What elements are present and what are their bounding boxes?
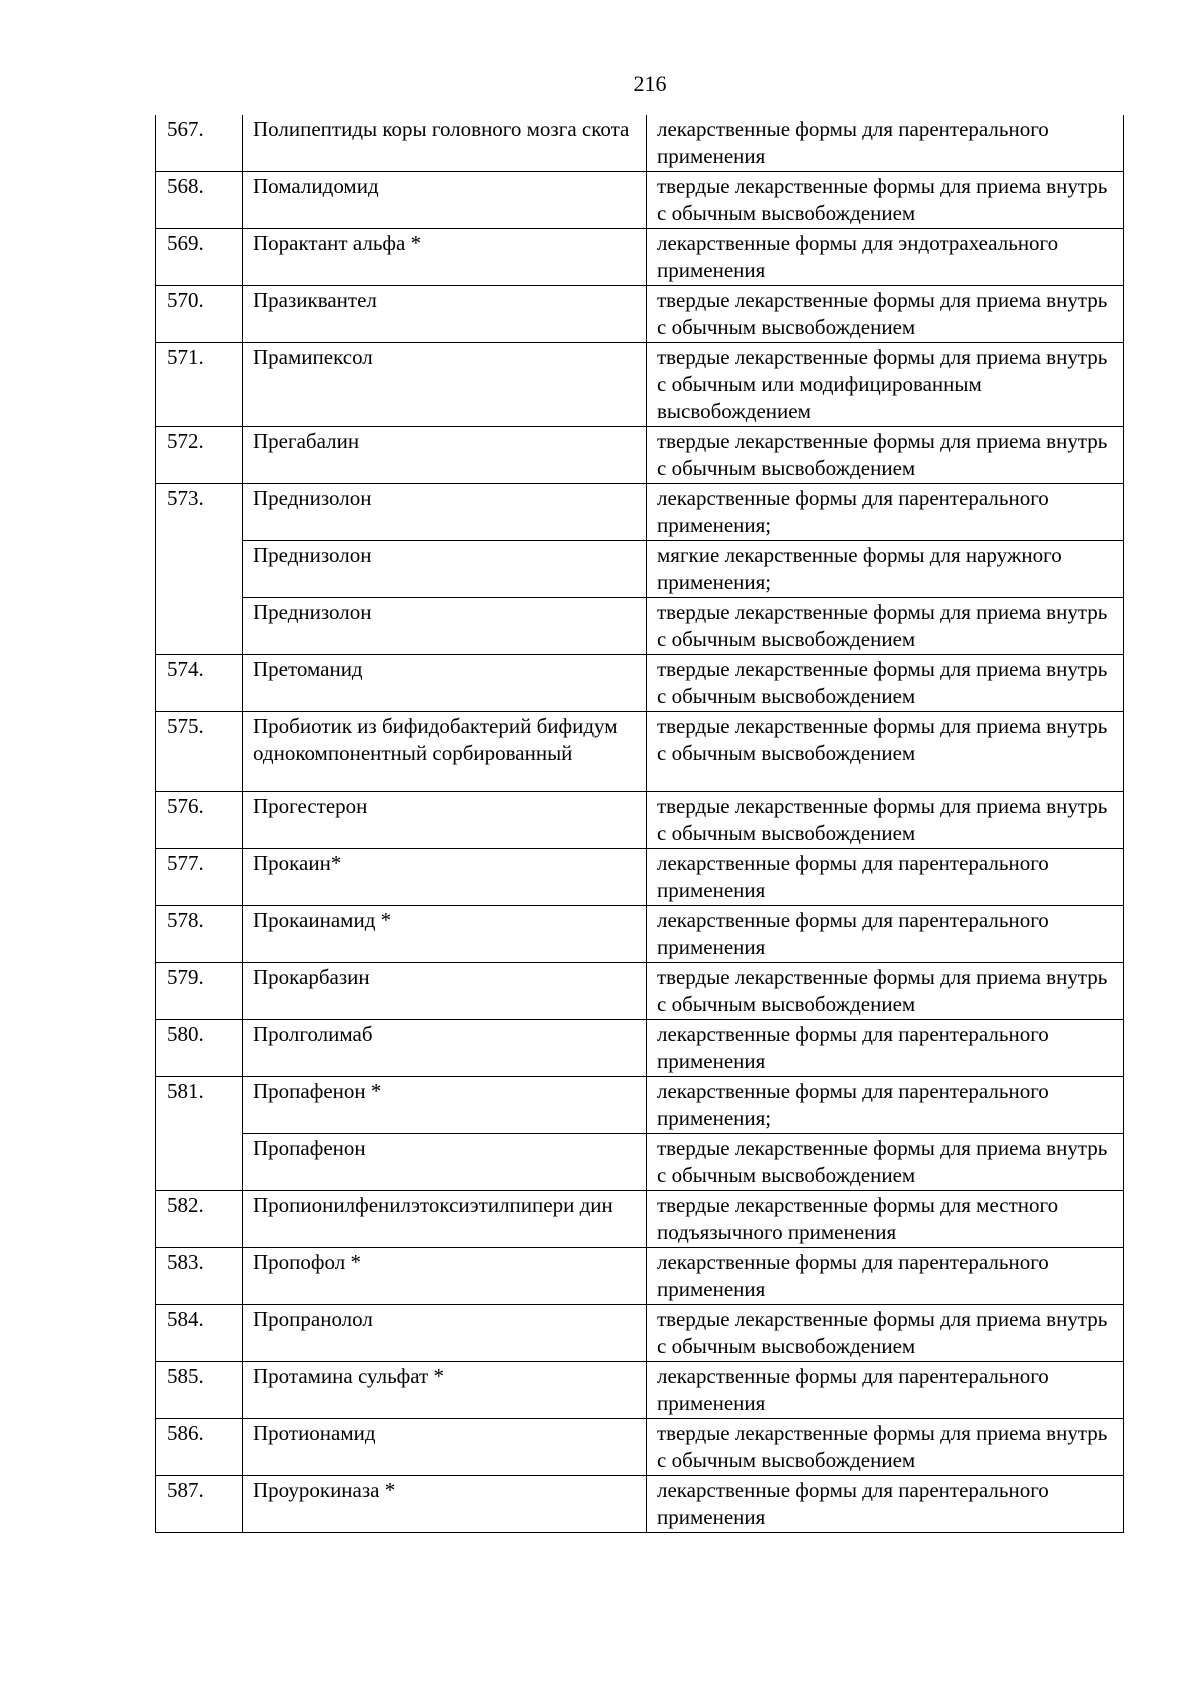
- drug-name: Празиквантел: [243, 286, 647, 343]
- drug-name: Преднизолон: [243, 484, 647, 541]
- dosage-form: твердые лекарственные формы для приема внутрь с обычным высвобождением: [647, 286, 1124, 343]
- dosage-form: лекарственные формы для парентерального применения;: [647, 484, 1124, 541]
- table-row: [156, 541, 1124, 598]
- table-row: [156, 1419, 1124, 1476]
- row-number: 575.: [156, 712, 243, 792]
- dosage-form: лекарственные формы для парентерального применения: [647, 115, 1124, 172]
- dosage-form: твердые лекарственные формы для приема внутрь с обычным высвобождением: [647, 1419, 1124, 1476]
- drug-name: Протамина сульфат *: [243, 1362, 647, 1419]
- table-row: [156, 427, 1124, 484]
- drug-name: Пролголимаб: [243, 1020, 647, 1077]
- table-row: [156, 229, 1124, 286]
- row-number: 578.: [156, 906, 243, 963]
- dosage-form: твердые лекарственные формы для приема внутрь с обычным высвобождением: [647, 1134, 1124, 1191]
- table-row: [156, 712, 1124, 792]
- dosage-form: твердые лекарственные формы для приема внутрь с обычным высвобождением: [647, 172, 1124, 229]
- table-row: [156, 906, 1124, 963]
- row-number: 577.: [156, 849, 243, 906]
- dosage-form: твердые лекарственные формы для приема внутрь с обычным или модифицированным высвобождением: [647, 343, 1124, 427]
- drug-name: Прокаинамид *: [243, 906, 647, 963]
- row-number: 580.: [156, 1020, 243, 1077]
- dosage-form: лекарственные формы для парентерального применения: [647, 1248, 1124, 1305]
- drug-name: Протионамид: [243, 1419, 647, 1476]
- dosage-form: твердые лекарственные формы для приема внутрь с обычным высвобождением: [647, 712, 1124, 792]
- dosage-form: лекарственные формы для парентерального применения: [647, 1020, 1124, 1077]
- dosage-form: лекарственные формы для парентерального применения: [647, 849, 1124, 906]
- table-row: [156, 1077, 1124, 1134]
- drug-name: Преднизолон: [243, 598, 647, 655]
- table-row: [156, 484, 1124, 541]
- dosage-form: лекарственные формы для парентерального применения;: [647, 1077, 1124, 1134]
- drug-name: Претоманид: [243, 655, 647, 712]
- table-row: [156, 286, 1124, 343]
- row-number: 579.: [156, 963, 243, 1020]
- page-number: 216: [633, 71, 667, 96]
- row-number: 569.: [156, 229, 243, 286]
- row-number: 573.: [156, 484, 243, 655]
- dosage-form: твердые лекарственные формы для приема внутрь с обычным высвобождением: [647, 598, 1124, 655]
- drug-name: Порактант альфа *: [243, 229, 647, 286]
- drug-name: Прегабалин: [243, 427, 647, 484]
- table-row: [156, 1476, 1124, 1533]
- drug-name: Пропионилфенилэтоксиэтилпипери дин: [243, 1191, 647, 1248]
- table-row: [156, 1248, 1124, 1305]
- row-number: 572.: [156, 427, 243, 484]
- drug-name: Пропофол *: [243, 1248, 647, 1305]
- drug-name: Прамипексол: [243, 343, 647, 427]
- table-row: [156, 849, 1124, 906]
- drug-name: Прогестерон: [243, 792, 647, 849]
- drug-name: Пропафенон: [243, 1134, 647, 1191]
- row-number: 574.: [156, 655, 243, 712]
- row-number: 571.: [156, 343, 243, 427]
- dosage-form: мягкие лекарственные формы для наружного применения;: [647, 541, 1124, 598]
- row-number: 583.: [156, 1248, 243, 1305]
- dosage-form: лекарственные формы для парентерального применения: [647, 1362, 1124, 1419]
- drug-table: [155, 115, 1124, 1533]
- table-row: [156, 1362, 1124, 1419]
- row-number: 582.: [156, 1191, 243, 1248]
- dosage-form: твердые лекарственные формы для местного подъязычного применения: [647, 1191, 1124, 1248]
- dosage-form: твердые лекарственные формы для приема внутрь с обычным высвобождением: [647, 1305, 1124, 1362]
- table-row: [156, 115, 1124, 172]
- drug-name: Прокаин*: [243, 849, 647, 906]
- row-number: 576.: [156, 792, 243, 849]
- drug-name: Пропафенон *: [243, 1077, 647, 1134]
- table-row: [156, 343, 1124, 427]
- drug-name: Пробиотик из бифидобактерий бифидум однокомпонентный сорбированный: [243, 712, 647, 792]
- drug-name: Полипептиды коры головного мозга скота: [243, 115, 647, 172]
- table-row: [156, 1305, 1124, 1362]
- drug-name: Проурокиназа *: [243, 1476, 647, 1533]
- row-number: 586.: [156, 1419, 243, 1476]
- table-row: [156, 1020, 1124, 1077]
- row-number: 585.: [156, 1362, 243, 1419]
- table-row: [156, 1134, 1124, 1191]
- table-row: [156, 655, 1124, 712]
- row-number: 587.: [156, 1476, 243, 1533]
- table-row: [156, 172, 1124, 229]
- table-row: [156, 963, 1124, 1020]
- table-row: [156, 1191, 1124, 1248]
- dosage-form: твердые лекарственные формы для приема внутрь с обычным высвобождением: [647, 427, 1124, 484]
- dosage-form: лекарственные формы для эндотрахеального применения: [647, 229, 1124, 286]
- row-number: 584.: [156, 1305, 243, 1362]
- dosage-form: лекарственные формы для парентерального применения: [647, 906, 1124, 963]
- dosage-form: лекарственные формы для парентерального применения: [647, 1476, 1124, 1533]
- drug-name: Прокарбазин: [243, 963, 647, 1020]
- table-row: [156, 792, 1124, 849]
- drug-name: Пропранолол: [243, 1305, 647, 1362]
- row-number: 568.: [156, 172, 243, 229]
- dosage-form: твердые лекарственные формы для приема внутрь с обычным высвобождением: [647, 655, 1124, 712]
- drug-name: Помалидомид: [243, 172, 647, 229]
- dosage-form: твердые лекарственные формы для приема внутрь с обычным высвобождением: [647, 792, 1124, 849]
- drug-name: Преднизолон: [243, 541, 647, 598]
- table-row: [156, 598, 1124, 655]
- dosage-form: твердые лекарственные формы для приема внутрь с обычным высвобождением: [647, 963, 1124, 1020]
- row-number: 567.: [156, 115, 243, 172]
- row-number: 570.: [156, 286, 243, 343]
- row-number: 581.: [156, 1077, 243, 1191]
